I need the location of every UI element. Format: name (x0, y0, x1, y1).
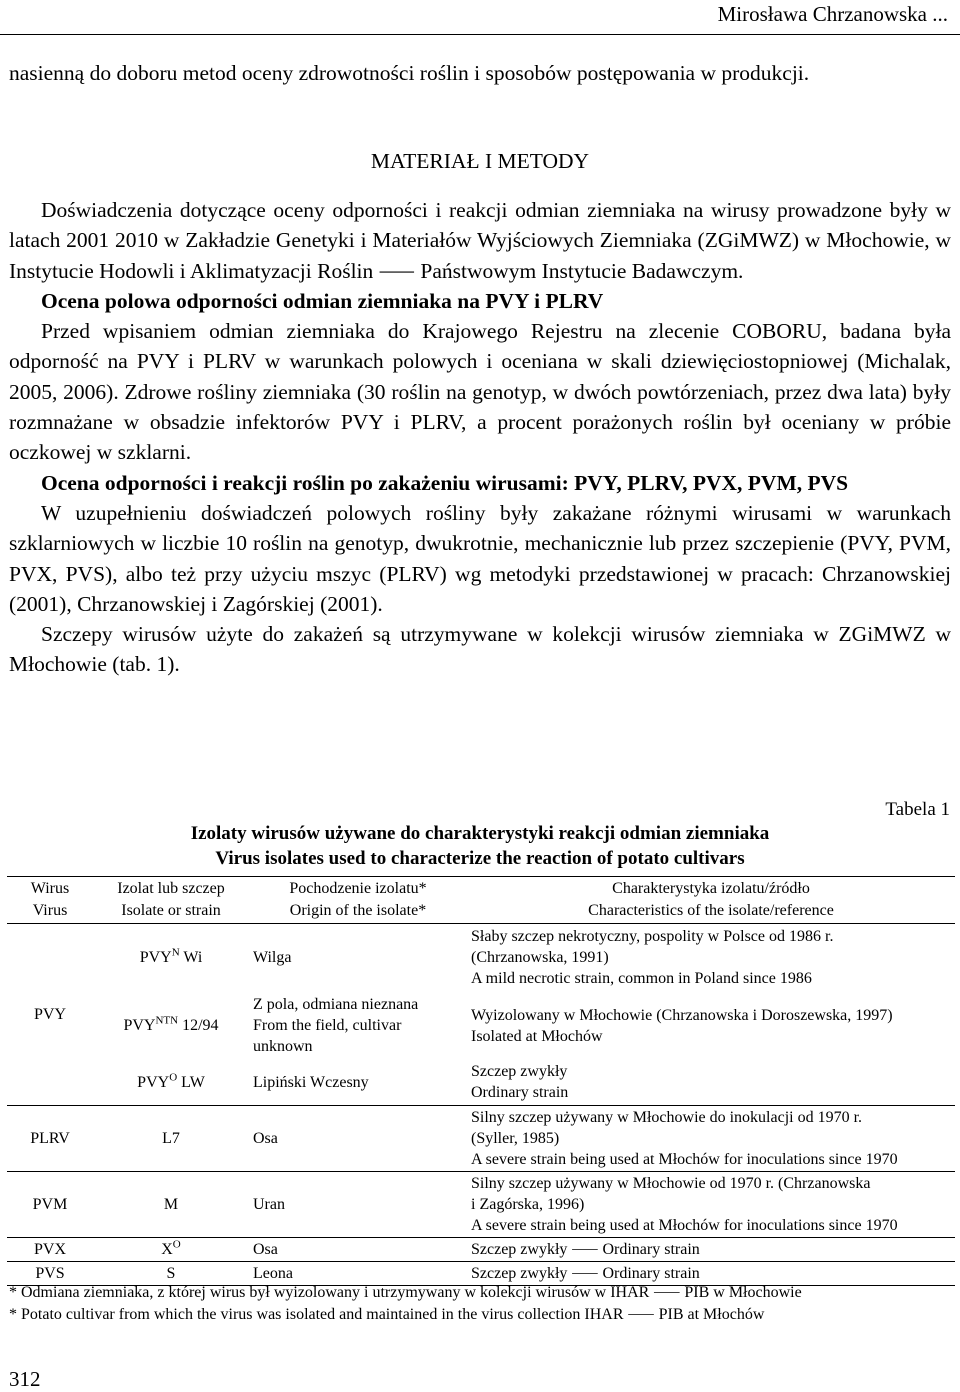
header-virus: Wirus Virus (30, 880, 70, 919)
cell-isolate: $PVY^N$ Wi (139, 946, 203, 967)
cell-virus-pvm: PVM (32, 1196, 68, 1213)
cell-characteristics: Silny szczep używany w Młochowie od 1970 r. (Chrzanowska i Zagórska, 1996) A severe strain being used at Młochów for inoculations since 1970 (471, 1175, 898, 1234)
running-head: Mirosława Chrzanowska ... (717, 2, 948, 26)
paragraph-1: Doświadczenia dotyczące oceny odporności i reakcji odmian ziemniaka na wirusy prowadzone były w latach 2001 2010 w Zakładzie Genetyki i Materiałów Wyjściowych Ziemniaka (ZGiMWZ) w Młochowie, w Instytucie Hodowli i Aklimatyzacji Roślin ⸺ Państwowym Instytucie Badawczym. (9, 198, 951, 283)
cell-origin: Leona (253, 1265, 293, 1282)
cell-virus-pvs: PVS (35, 1265, 65, 1282)
cell-origin: Wilga (253, 949, 292, 967)
cell-isolate: S (166, 1265, 176, 1282)
header-origin: Pochodzenie izolatu* Origin of the isolate* (289, 880, 427, 919)
cell-characteristics: Szczep zwykły ⸺ Ordinary strain (471, 1265, 700, 1282)
cell-origin: Osa (253, 1241, 278, 1258)
table-row-plrv (7, 1106, 955, 1172)
cell-virus-plrv: PLRV (30, 1130, 70, 1147)
cell-origin: Z pola, odmiana nieznana From the field, cultivar unknown (253, 996, 419, 1055)
cell-origin: Osa (253, 1130, 278, 1147)
table-title-pl: Izolaty wirusów używane do charakterystyki reakcji odmian ziemniaka (190, 823, 770, 844)
subheading-inoculation: Ocena odporności i reakcji roślin po zakażeniu wirusami: PVY, PLRV, PVX, PVM, PVS (41, 470, 849, 495)
table-row-pvy-n (7, 924, 955, 992)
table-header-row (7, 877, 955, 924)
table-title-en: Virus isolates used to characterize the reaction of potato cultivars (215, 848, 745, 869)
cell-characteristics: Wyizolowany w Młochowie (Chrzanowska i Doroszewska, 1997) Isolated at Młochów (471, 1006, 893, 1045)
table-row-pvm (7, 1172, 955, 1238)
cell-isolate: L7 (162, 1130, 180, 1147)
cell-virus-pvx: PVX (33, 1241, 66, 1258)
cell-origin: Lipiński Wczesny (253, 1073, 369, 1091)
intro-fragment: nasienną do doboru metod oceny zdrowotności roślin i sposobów postępowania w produkcji. (9, 61, 810, 85)
paragraph-2: Przed wpisaniem odmian ziemniaka do Krajowego Rejestru na zlecenie COBORU, badana była odporność na PVY i PLRV w warunkach polowych i oceniana w skali dziewięciostopniowej (Michalak, 2005, 2006). Zdrowe rośliny ziemniaka (30 roślin na genotyp, w dwóch powtórzeniach, przez dwa lata) były rozmnażane w obsadzie infektorów PVY i PLRV, a procent porażonych roślin był oceniany w próbie oczkowej w szklarni. (9, 319, 951, 465)
methods-text (9, 195, 951, 680)
cell-characteristics: Słaby szczep nekrotyczny, pospolity w Polsce od 1986 r. (Chrzanowska, 1991) A mild necrotic strain, common in Poland since 1986 (471, 928, 834, 988)
cell-characteristics: Szczep zwykły Ordinary strain (471, 1063, 569, 1102)
cell-characteristics: Silny szczep używany w Młochowie do inokulacji od 1970 r. (Syller, 1985) A severe strain being used at Młochów for inoculations since 1970 (471, 1109, 898, 1168)
header-isolate: Izolat lub szczep Isolate or strain (117, 880, 225, 919)
cell-isolate: $PVY^{NTN}$ 12/94 (123, 1014, 219, 1034)
page-number: 312 (9, 1367, 41, 1391)
table-footnote-pl: * Odmiana ziemniaka, z której wirus był wyizolowany i utrzymywany w kolekcji wirusów w IHAR ⸺ PIB w Młochowie (9, 1284, 802, 1301)
table-label: Tabela 1 (885, 799, 950, 820)
section-title: MATERIAŁ I METODY (370, 149, 590, 173)
table-footnote-en: * Potato cultivar from which the virus was isolated and maintained in the virus collection IHAR ⸺ PIB at Młochów (9, 1306, 765, 1323)
cell-isolate: $PVY^O$ LW (137, 1071, 205, 1091)
cell-origin: Uran (253, 1196, 285, 1213)
paragraph-3: W uzupełnieniu doświadczeń polowych rośliny były zakażane różnymi wirusami w warunkach szklarniowych w liczbie 10 roślin na genotyp, dwukrotnie, mechanicznie lub przez szczepienie (PVY, PVM, PVX, PVS), albo też przy użyciu mszyc (PLRV) wg metodyki przedstawionej w pracach: Chrzanowskiej (2001), Chrzanowskiej i Zagórskiej (2001). (9, 500, 951, 616)
header-characteristics: Charakterystyka izolatu/źródło Characteristics of the isolate/reference (588, 880, 834, 919)
cell-characteristics: Szczep zwykły ⸺ Ordinary strain (471, 1241, 700, 1258)
cell-isolate: M (163, 1196, 179, 1213)
table-row-pvy-ntn (7, 992, 955, 1060)
subheading-field-evaluation: Ocena polowa odporności odmian ziemniaka na PVY i PLRV (41, 288, 604, 313)
cell-virus-pvy: PVY (33, 1006, 66, 1023)
table-row-pvy-o (7, 1060, 955, 1106)
table-row-pvx (7, 1238, 955, 1262)
virus-isolates-table (7, 876, 955, 1286)
cell-isolate: $X^O$ (161, 1238, 181, 1258)
paragraph-4: Szczepy wirusów użyte do zakażeń są utrzymywane w kolekcji wirusów ziemniaka w ZGiMWZ w Młochowie (tab. 1). (9, 622, 951, 677)
body-text (9, 58, 951, 88)
header-rule (0, 34, 960, 35)
